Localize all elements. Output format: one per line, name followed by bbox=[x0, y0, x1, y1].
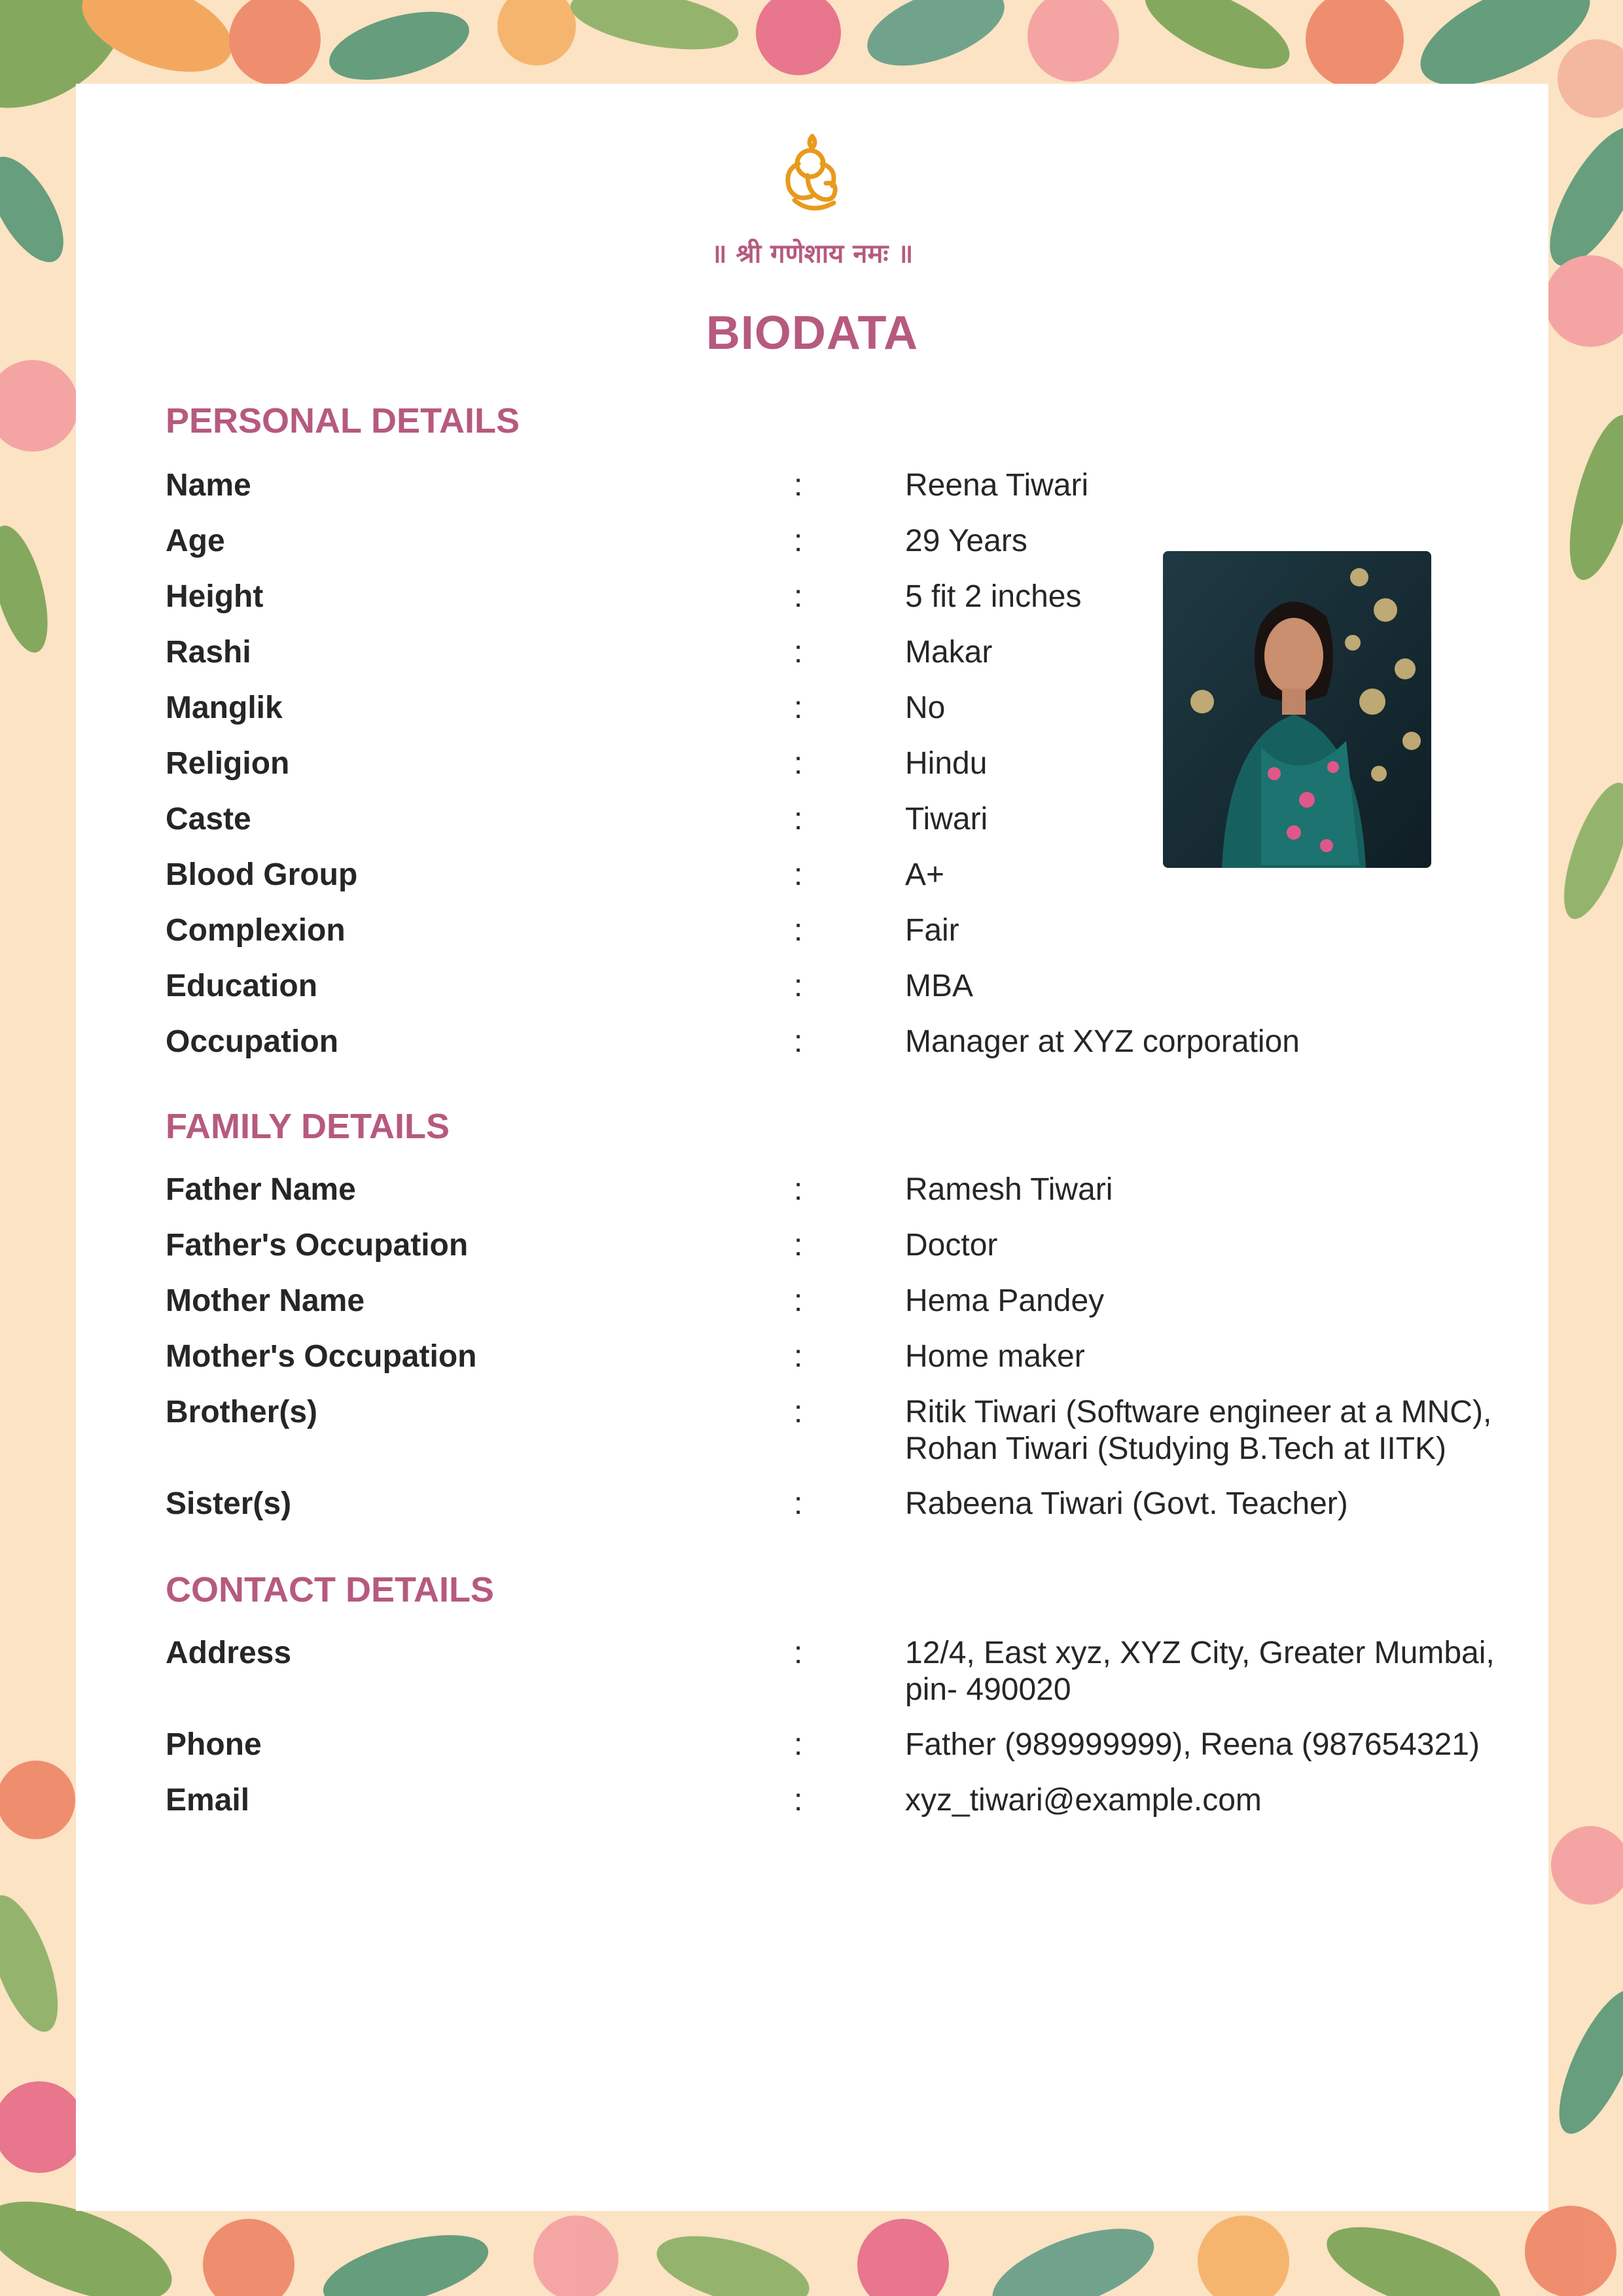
row-label: Age bbox=[166, 524, 225, 558]
row-value: Home maker bbox=[905, 1339, 1085, 1374]
row-separator: : bbox=[794, 1727, 803, 1762]
page-title: BIODATA bbox=[705, 307, 919, 359]
row-separator: : bbox=[794, 802, 803, 836]
detail-row bbox=[166, 1782, 1540, 1841]
row-value: 12/4, East xyz, XYZ City, Greater Mumbai, pin- 490020 bbox=[905, 1636, 1495, 1707]
row-value: Fair bbox=[905, 913, 959, 948]
detail-row bbox=[166, 1635, 1540, 1727]
row-separator: : bbox=[794, 524, 803, 558]
row-separator: : bbox=[794, 1636, 803, 1670]
detail-row bbox=[166, 1172, 1540, 1230]
detail-row bbox=[166, 912, 1540, 971]
row-label: Caste bbox=[166, 802, 251, 836]
row-separator: : bbox=[794, 1486, 803, 1521]
row-label: Phone bbox=[166, 1727, 262, 1762]
detail-row bbox=[166, 1283, 1540, 1342]
row-label: Occupation bbox=[166, 1024, 339, 1059]
row-label: Religion bbox=[166, 746, 290, 781]
detail-row bbox=[166, 1227, 1540, 1286]
biodata-card bbox=[76, 84, 1548, 2211]
row-label: Sister(s) bbox=[166, 1486, 292, 1521]
row-value: Makar bbox=[905, 635, 993, 670]
row-value: Reena Tiwari bbox=[905, 468, 1089, 503]
profile-photo bbox=[1163, 551, 1431, 868]
row-value: xyz_tiwari@example.com bbox=[905, 1783, 1262, 1818]
row-value: MBA bbox=[905, 969, 974, 1003]
row-separator: : bbox=[794, 746, 803, 781]
row-separator: : bbox=[794, 969, 803, 1003]
row-separator: : bbox=[794, 1783, 803, 1818]
mantra-text: ॥ श्री गणेशाय नमः ॥ bbox=[711, 239, 914, 269]
row-label: Blood Group bbox=[166, 857, 358, 892]
row-label: Father Name bbox=[166, 1172, 356, 1207]
detail-row bbox=[166, 1024, 1540, 1083]
row-value: Ramesh Tiwari bbox=[905, 1172, 1113, 1207]
row-separator: : bbox=[794, 857, 803, 892]
section-heading-family: FAMILY DETAILS bbox=[166, 1107, 450, 1146]
row-label: Manglik bbox=[166, 691, 283, 725]
detail-row bbox=[166, 1727, 1540, 1785]
row-label: Name bbox=[166, 468, 251, 503]
row-separator: : bbox=[794, 691, 803, 725]
row-value: Hindu bbox=[905, 746, 988, 781]
row-separator: : bbox=[794, 1172, 803, 1207]
detail-row bbox=[166, 1486, 1540, 1545]
row-label: Mother's Occupation bbox=[166, 1339, 477, 1374]
detail-row bbox=[166, 467, 1540, 526]
row-value: Manager at XYZ corporation bbox=[905, 1024, 1300, 1059]
row-separator: : bbox=[794, 468, 803, 503]
row-separator: : bbox=[794, 1024, 803, 1059]
row-label: Address bbox=[166, 1636, 292, 1670]
row-separator: : bbox=[794, 1395, 803, 1429]
row-value: 29 Years bbox=[905, 524, 1027, 558]
row-separator: : bbox=[794, 579, 803, 614]
section-heading-personal: PERSONAL DETAILS bbox=[166, 401, 520, 440]
row-label: Email bbox=[166, 1783, 250, 1818]
row-label: Brother(s) bbox=[166, 1395, 318, 1429]
row-separator: : bbox=[794, 1283, 803, 1318]
row-value: Ritik Tiwari (Software engineer at a MNC), Rohan Tiwari (Studying B.Tech at IITK) bbox=[905, 1395, 1492, 1466]
detail-row bbox=[166, 968, 1540, 1027]
row-label: Father's Occupation bbox=[166, 1228, 469, 1263]
row-label: Complexion bbox=[166, 913, 346, 948]
row-value: Rabeena Tiwari (Govt. Teacher) bbox=[905, 1486, 1348, 1521]
detail-row bbox=[166, 1338, 1540, 1397]
row-value: Tiwari bbox=[905, 802, 988, 836]
row-label: Mother Name bbox=[166, 1283, 365, 1318]
row-value: 5 fit 2 inches bbox=[905, 579, 1082, 614]
row-separator: : bbox=[794, 635, 803, 670]
row-value: Father (989999999), Reena (987654321) bbox=[905, 1727, 1480, 1762]
row-value: A+ bbox=[905, 857, 945, 892]
row-separator: : bbox=[794, 1228, 803, 1263]
row-label: Height bbox=[166, 579, 264, 614]
row-separator: : bbox=[794, 913, 803, 948]
row-separator: : bbox=[794, 1339, 803, 1374]
row-value: Doctor bbox=[905, 1228, 998, 1263]
row-label: Rashi bbox=[166, 635, 251, 670]
row-label: Education bbox=[166, 969, 318, 1003]
ganesha-icon bbox=[770, 130, 855, 221]
row-value: No bbox=[905, 691, 946, 725]
section-heading-contact: CONTACT DETAILS bbox=[166, 1570, 494, 1609]
row-value: Hema Pandey bbox=[905, 1283, 1105, 1318]
detail-row bbox=[166, 1394, 1540, 1486]
